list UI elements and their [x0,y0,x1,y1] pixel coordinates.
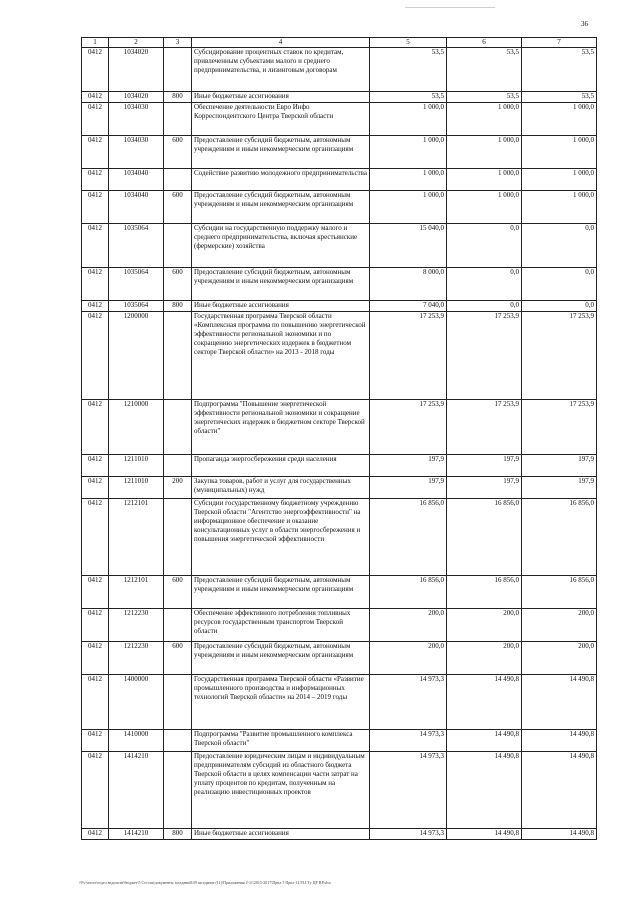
name-cell: Закупка товаров, работ и услуг для государственных (муниципальных) нужд [192,477,370,499]
value-2017-cell: 53,5 [522,92,597,103]
section-cell: 0412 [82,499,109,576]
table-row [82,169,597,191]
name-cell: Субсидирование процентных ставок по кредитам, привлеченным субъектами малого и среднего предпринимательства, и лизинговым договорам [192,48,370,92]
value-2017-cell: 0,0 [522,301,597,312]
budget-table [81,37,597,840]
value-2016-cell: 14 490,8 [447,829,522,840]
section-cell: 0412 [82,169,109,191]
code-cell: 1034020 [109,48,164,92]
table-row [82,576,597,609]
page-number: 36 [581,20,588,28]
value-2017-cell: 53,5 [522,48,597,92]
value-2015-cell: 7 040,0 [370,301,447,312]
value-2015-cell: 53,5 [370,92,447,103]
type-cell: 600 [164,576,192,609]
table-row [82,103,597,136]
value-2017-cell: 197,9 [522,477,597,499]
value-2017-cell: 14 490,8 [522,829,597,840]
code-cell: 1210000 [109,400,164,455]
code-cell: 1034030 [109,136,164,169]
header-col-6: 6 [447,38,522,48]
value-2015-cell: 17 253,9 [370,400,447,455]
section-cell: 0412 [82,400,109,455]
value-2016-cell: 200,0 [447,609,522,642]
code-cell: 1211010 [109,455,164,477]
section-cell: 0412 [82,92,109,103]
value-2016-cell: 1 000,0 [447,103,522,136]
value-2015-cell: 1 000,0 [370,169,447,191]
section-cell: 0412 [82,752,109,829]
section-cell: 0412 [82,103,109,136]
table-row [82,499,597,576]
type-cell [164,752,192,829]
value-2015-cell: 15 040,0 [370,224,447,268]
type-cell [164,103,192,136]
table-row [82,191,597,224]
code-cell: 1212230 [109,609,164,642]
section-cell: 0412 [82,477,109,499]
value-2017-cell: 16 856,0 [522,576,597,609]
value-2017-cell: 200,0 [522,609,597,642]
value-2016-cell: 14 490,8 [447,752,522,829]
footer-file-path: \\Fs-server\отдел ведомств\бюджет\5 Сессия\документы заседаний\39 заседание (11)\Приложения 2-11\2015-2017\Прил 5 Прил 12 PLI Ту ЦР ВР.xlsx [79,880,331,885]
code-cell: 1410000 [109,730,164,752]
code-cell: 1200000 [109,312,164,400]
table-row [82,48,597,92]
section-cell: 0412 [82,730,109,752]
value-2016-cell: 17 253,9 [447,400,522,455]
table-row [82,642,597,675]
type-cell [164,400,192,455]
value-2017-cell: 14 490,8 [522,752,597,829]
name-cell: Предоставление субсидий бюджетным, автономным учреждениям и иным некоммерческим организациям [192,642,370,675]
code-cell: 1035064 [109,301,164,312]
value-2016-cell: 53,5 [447,92,522,103]
header-col-3: 3 [164,38,192,48]
header-col-2: 2 [109,38,164,48]
table-row [82,455,597,477]
value-2016-cell: 1 000,0 [447,191,522,224]
name-cell: Субсидии государственному бюджетному учреждению Тверской области "Агентство энергоэффективности" на информационное обеспечение и оказание консультационных услуг в области энергосбережения и повышения энергетической эффективности [192,499,370,576]
name-cell: Предоставление субсидий бюджетным, автономным учреждениям и иным некоммерческим организациям [192,191,370,224]
type-cell [164,455,192,477]
value-2015-cell: 16 856,0 [370,576,447,609]
section-cell: 0412 [82,576,109,609]
code-cell: 1212101 [109,499,164,576]
value-2016-cell: 1 000,0 [447,169,522,191]
name-cell: Обеспечение эффективного потребления топливных ресурсов государственным транспортом Тверской области [192,609,370,642]
value-2017-cell: 0,0 [522,268,597,301]
value-2015-cell: 1 000,0 [370,136,447,169]
name-cell: Иные бюджетные ассигнования [192,829,370,840]
value-2016-cell: 53,5 [447,48,522,92]
value-2015-cell: 200,0 [370,642,447,675]
name-cell: Предоставление субсидий бюджетным, автономным учреждениям и иным некоммерческим организациям [192,136,370,169]
value-2015-cell: 200,0 [370,609,447,642]
code-cell: 1400000 [109,675,164,730]
table-row [82,312,597,400]
value-2017-cell: 1 000,0 [522,136,597,169]
type-cell: 600 [164,268,192,301]
table-row [82,268,597,301]
code-cell: 1414210 [109,752,164,829]
value-2016-cell: 16 856,0 [447,499,522,576]
value-2017-cell: 17 253,9 [522,400,597,455]
value-2016-cell: 0,0 [447,224,522,268]
name-cell: Государственная программа Тверской области «Комплексная программа по повышению энергетической эффективности региональной экономики и по сокращению энергетических издержек в бюджетном секторе Тверской области» на 2013 - 2018 годы [192,312,370,400]
code-cell: 1035064 [109,224,164,268]
name-cell: Обеспечение деятельности Евро Инфо Корреспондентского Центра Тверской области [192,103,370,136]
type-cell [164,609,192,642]
name-cell: Предоставление юридическим лицам и индивидуальным предпринимателям субсидий из областного бюджета Тверской области в целях компенсации части затрат на уплату процентов по кредитам, полученным на реализацию инвестиционных проектов [192,752,370,829]
type-cell: 600 [164,191,192,224]
table-row [82,136,597,169]
table-row [82,477,597,499]
type-cell: 200 [164,477,192,499]
name-cell: Подпрограмма "Повышение энергетической эффективности региональной экономики и сокращение энергетических издержек в бюджетном секторе Тверской области" [192,400,370,455]
type-cell: 800 [164,92,192,103]
type-cell [164,675,192,730]
value-2016-cell: 1 000,0 [447,136,522,169]
table-row [82,829,597,840]
value-2015-cell: 53,5 [370,48,447,92]
section-cell: 0412 [82,455,109,477]
code-cell: 1212101 [109,576,164,609]
section-cell: 0412 [82,829,109,840]
code-cell: 1034040 [109,191,164,224]
header-col-4: 4 [192,38,370,48]
type-cell: 600 [164,136,192,169]
type-cell [164,169,192,191]
table-row [82,301,597,312]
code-cell: 1414210 [109,829,164,840]
code-cell: 1035064 [109,268,164,301]
value-2016-cell: 0,0 [447,268,522,301]
section-cell: 0412 [82,301,109,312]
type-cell [164,499,192,576]
table-row [82,224,597,268]
value-2017-cell: 1 000,0 [522,103,597,136]
table-row [82,752,597,829]
code-cell: 1034030 [109,103,164,136]
value-2017-cell: 16 856,0 [522,499,597,576]
top-decorative-line [405,3,495,8]
table-header-row [82,38,597,48]
type-cell: 600 [164,642,192,675]
section-cell: 0412 [82,136,109,169]
name-cell: Государственная программа Тверской области «Развитие промышленного производства и информационных технологий Тверской области» на 2014 – 2019 годы [192,675,370,730]
table-row [82,730,597,752]
section-cell: 0412 [82,642,109,675]
name-cell: Иные бюджетные ассигнования [192,301,370,312]
value-2017-cell: 1 000,0 [522,169,597,191]
name-cell: Предоставление субсидий бюджетным, автономным учреждениям и иным некоммерческим организациям [192,268,370,301]
value-2015-cell: 14 973,3 [370,675,447,730]
value-2017-cell: 200,0 [522,642,597,675]
header-col-5: 5 [370,38,447,48]
value-2015-cell: 8 000,0 [370,268,447,301]
value-2015-cell: 197,9 [370,477,447,499]
section-cell: 0412 [82,224,109,268]
section-cell: 0412 [82,268,109,301]
type-cell: 800 [164,829,192,840]
value-2016-cell: 14 490,8 [447,730,522,752]
section-cell: 0412 [82,191,109,224]
name-cell: Пропаганда энергосбережения среди населения [192,455,370,477]
section-cell: 0412 [82,48,109,92]
section-cell: 0412 [82,312,109,400]
value-2015-cell: 16 856,0 [370,499,447,576]
value-2016-cell: 17 253,9 [447,312,522,400]
value-2016-cell: 16 856,0 [447,576,522,609]
value-2016-cell: 14 490,8 [447,675,522,730]
value-2015-cell: 14 973,3 [370,730,447,752]
type-cell [164,48,192,92]
value-2015-cell: 17 253,9 [370,312,447,400]
section-cell: 0412 [82,675,109,730]
value-2017-cell: 14 490,8 [522,675,597,730]
section-cell: 0412 [82,609,109,642]
type-cell [164,224,192,268]
code-cell: 1034020 [109,92,164,103]
value-2016-cell: 197,9 [447,455,522,477]
header-col-1: 1 [82,38,109,48]
value-2017-cell: 1 000,0 [522,191,597,224]
value-2016-cell: 197,9 [447,477,522,499]
code-cell: 1212230 [109,642,164,675]
code-cell: 1034040 [109,169,164,191]
name-cell: Содействие развитию молодежного предпринимательства [192,169,370,191]
value-2017-cell: 14 490,8 [522,730,597,752]
type-cell [164,730,192,752]
table-row [82,675,597,730]
header-col-7: 7 [522,38,597,48]
value-2017-cell: 17 253,9 [522,312,597,400]
value-2017-cell: 0,0 [522,224,597,268]
code-cell: 1211010 [109,477,164,499]
value-2016-cell: 0,0 [447,301,522,312]
table-row [82,609,597,642]
name-cell: Субсидии на государственную поддержку малого и среднего предпринимательства, включая крестьянские (фермерские) хозяйства [192,224,370,268]
type-cell: 800 [164,301,192,312]
value-2015-cell: 14 973,3 [370,752,447,829]
name-cell: Предоставление субсидий бюджетным, автономным учреждениям и иным некоммерческим организациям [192,576,370,609]
value-2015-cell: 1 000,0 [370,103,447,136]
value-2016-cell: 200,0 [447,642,522,675]
value-2015-cell: 14 973,3 [370,829,447,840]
name-cell: Иные бюджетные ассигнования [192,92,370,103]
table-row [82,92,597,103]
value-2015-cell: 197,9 [370,455,447,477]
value-2017-cell: 197,9 [522,455,597,477]
name-cell: Подпрограмма "Развитие промышленного комплекса Тверской области" [192,730,370,752]
value-2015-cell: 1 000,0 [370,191,447,224]
type-cell [164,312,192,400]
table-row [82,400,597,455]
